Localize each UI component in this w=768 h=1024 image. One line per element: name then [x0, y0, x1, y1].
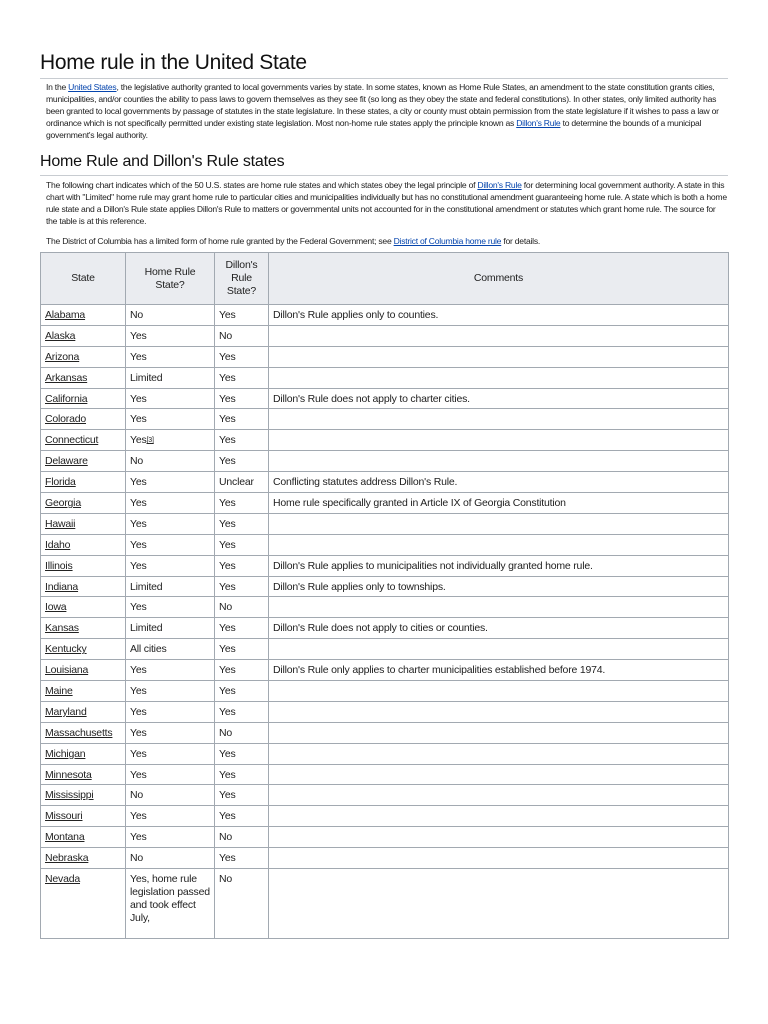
table-row	[41, 701, 729, 722]
state-link[interactable]: Idaho	[45, 538, 71, 551]
dillons-rule-cell: Yes	[215, 618, 269, 639]
table-row	[41, 513, 729, 534]
dc-text-2: for details.	[501, 236, 541, 246]
home-rule-value: Yes	[130, 726, 147, 739]
table-row	[41, 743, 729, 764]
state-link[interactable]: Nebraska	[45, 852, 89, 865]
state-link[interactable]: Mississippi	[45, 789, 94, 802]
table-row	[41, 430, 729, 451]
comment-cell	[269, 451, 729, 472]
dillons-rule-cell: Yes	[215, 451, 269, 472]
dillons-rule-cell: Yes	[215, 681, 269, 702]
state-cell	[41, 848, 126, 869]
state-cell	[41, 388, 126, 409]
dillons-rule-cell: Unclear	[215, 472, 269, 493]
state-cell	[41, 305, 126, 326]
header-home-rule[interactable]: Home Rule State?	[126, 253, 215, 305]
home-rule-value: Yes	[130, 497, 147, 510]
home-rule-value: Yes	[130, 831, 147, 844]
home-rule-cell	[126, 743, 215, 764]
home-rule-value: Yes	[130, 685, 147, 698]
comment-cell	[269, 848, 729, 869]
home-rule-cell	[126, 388, 215, 409]
table-row	[41, 660, 729, 681]
comment-cell	[269, 806, 729, 827]
home-rule-value: No	[130, 455, 144, 468]
comment-cell	[269, 869, 729, 939]
table-row	[41, 764, 729, 785]
table-row	[41, 618, 729, 639]
state-cell	[41, 367, 126, 388]
home-rule-value: Limited	[130, 622, 163, 635]
dillons-rule-link-2[interactable]: Dillon's Rule	[477, 180, 522, 190]
table-body	[41, 305, 729, 939]
comment-cell	[269, 701, 729, 722]
state-cell	[41, 534, 126, 555]
home-rule-table	[40, 252, 729, 939]
table-row	[41, 722, 729, 743]
home-rule-cell	[126, 660, 215, 681]
state-cell	[41, 660, 126, 681]
intro-text-1: In the	[46, 82, 69, 92]
table-row	[41, 681, 729, 702]
table-row	[41, 409, 729, 430]
state-cell	[41, 409, 126, 430]
home-rule-cell	[126, 848, 215, 869]
table-row	[41, 848, 729, 869]
state-link[interactable]: Missouri	[45, 810, 83, 823]
dc-home-rule-link[interactable]: District of Columbia home rule	[393, 236, 502, 246]
state-link[interactable]: Alaska	[45, 329, 76, 342]
dillons-rule-cell: Yes	[215, 305, 269, 326]
home-rule-value: Yes	[130, 664, 147, 677]
state-link[interactable]: Illinois	[45, 559, 73, 572]
intro-text-3: to determine the bounds of a municipal government's legal authority.	[46, 117, 702, 140]
dillons-rule-cell: No	[215, 597, 269, 618]
dc-text-1: The District of Columbia has a limited form of home rule granted by the Federal Government; see	[46, 236, 394, 246]
home-rule-value: No	[130, 309, 144, 321]
table-row	[41, 451, 729, 472]
home-rule-cell	[126, 681, 215, 702]
home-rule-cell	[126, 513, 215, 534]
state-cell	[41, 430, 126, 451]
home-rule-cell	[126, 472, 215, 493]
state-link[interactable]: Florida	[45, 476, 76, 489]
home-rule-cell	[126, 869, 215, 939]
comment-cell	[269, 785, 729, 806]
chart-paragraph	[46, 180, 728, 228]
table-row	[41, 555, 729, 576]
table-row	[41, 493, 729, 514]
state-link[interactable]: Arkansas	[45, 371, 88, 384]
table-row	[41, 597, 729, 618]
state-cell	[41, 555, 126, 576]
state-cell	[41, 618, 126, 639]
table-row	[41, 785, 729, 806]
page-title: Home rule in the United State	[40, 51, 307, 74]
home-rule-cell	[126, 722, 215, 743]
state-link[interactable]: Kansas	[45, 622, 79, 635]
dillons-rule-cell: No	[215, 722, 269, 743]
citation-link[interactable]: [3]	[146, 437, 154, 445]
state-cell	[41, 493, 126, 514]
home-rule-value: Yes	[130, 350, 147, 363]
comment-cell	[269, 764, 729, 785]
home-rule-value: Yes	[130, 538, 147, 551]
table-row	[41, 869, 729, 939]
state-link[interactable]: Arizona	[45, 350, 80, 363]
home-rule-value: Yes	[130, 413, 147, 426]
dillons-rule-cell: Yes	[215, 701, 269, 722]
comment-cell	[269, 681, 729, 702]
dillons-rule-cell: Yes	[215, 639, 269, 660]
home-rule-cell	[126, 576, 215, 597]
state-link[interactable]: Connecticut	[45, 434, 99, 447]
header-dillons-rule[interactable]: Dillon's Rule State?	[215, 253, 269, 305]
dillons-rule-cell: Yes	[215, 806, 269, 827]
dillons-rule-cell: No	[215, 869, 269, 939]
home-rule-value: All cities	[130, 643, 167, 656]
comment-cell: Dillon's Rule applies only to counties.	[269, 305, 729, 326]
state-cell	[41, 472, 126, 493]
state-cell	[41, 639, 126, 660]
state-link[interactable]: Nevada	[45, 873, 80, 886]
table-row	[41, 576, 729, 597]
home-rule-value: Limited	[130, 580, 163, 593]
home-rule-cell	[126, 555, 215, 576]
home-rule-cell	[126, 493, 215, 514]
home-rule-cell	[126, 451, 215, 472]
comment-cell	[269, 722, 729, 743]
home-rule-value: No	[130, 789, 144, 802]
home-rule-value: Yes	[130, 601, 147, 614]
home-rule-value: Yes	[130, 329, 147, 342]
home-rule-value: Yes	[130, 810, 147, 823]
comment-cell	[269, 430, 729, 451]
home-rule-value: Limited	[130, 371, 163, 384]
comment-cell: Dillon's Rule does not apply to cities or counties.	[269, 618, 729, 639]
state-cell	[41, 827, 126, 848]
dillons-rule-cell: Yes	[215, 743, 269, 764]
dillons-rule-cell: No	[215, 827, 269, 848]
comment-cell: Home rule specifically granted in Article IX of Georgia Constitution	[269, 493, 729, 514]
dillons-rule-cell: Yes	[215, 409, 269, 430]
dc-paragraph	[46, 236, 728, 248]
home-rule-value: Yes	[130, 705, 147, 718]
home-rule-value: Yes	[130, 392, 147, 405]
state-link[interactable]: Minnesota	[45, 768, 92, 781]
dillons-rule-cell: Yes	[215, 493, 269, 514]
dillons-rule-cell: Yes	[215, 555, 269, 576]
dillons-rule-cell: Yes	[215, 430, 269, 451]
home-rule-cell	[126, 764, 215, 785]
comment-cell	[269, 325, 729, 346]
home-rule-cell	[126, 827, 215, 848]
dillons-rule-cell: Yes	[215, 534, 269, 555]
comment-cell	[269, 346, 729, 367]
header-comments[interactable]: Comments	[269, 253, 729, 305]
home-rule-value: No	[130, 852, 144, 865]
comment-cell: Dillon's Rule applies to municipalities not individually granted home rule.	[269, 555, 729, 576]
state-cell	[41, 764, 126, 785]
section-divider	[40, 175, 728, 176]
table-row	[41, 305, 729, 326]
state-link[interactable]: Hawaii	[45, 517, 76, 530]
home-rule-cell	[126, 639, 215, 660]
comment-cell: Dillon's Rule applies only to townships.	[269, 576, 729, 597]
comment-cell: Dillon's Rule only applies to charter municipalities established before 1974.	[269, 660, 729, 681]
dillons-rule-cell: Yes	[215, 388, 269, 409]
comment-cell	[269, 367, 729, 388]
state-link[interactable]: Montana	[45, 831, 85, 844]
comment-cell	[269, 534, 729, 555]
dillons-rule-cell: Yes	[215, 576, 269, 597]
state-link[interactable]: Kentucky	[45, 643, 87, 656]
header-state[interactable]: State	[41, 253, 126, 305]
section-heading: Home Rule and Dillon's Rule states	[40, 153, 285, 170]
state-cell	[41, 743, 126, 764]
home-rule-value: Yes	[130, 434, 147, 447]
home-rule-cell	[126, 305, 215, 326]
home-rule-value: Yes	[130, 768, 147, 781]
comment-cell: Dillon's Rule does not apply to charter cities.	[269, 388, 729, 409]
table-row	[41, 806, 729, 827]
state-cell	[41, 785, 126, 806]
dillons-rule-link[interactable]: Dillon's Rule	[516, 117, 561, 128]
intro-paragraph	[46, 82, 728, 142]
home-rule-cell	[126, 785, 215, 806]
chart-text-2: for determining local government authority. A state in this chart with "Limited" home rule may grant home rule to particular cities and municipalities individually but has no constitutional amendment guaranteeing home rule. A state which is both a home rule state and a Dillon's Rule state applies Dillon's Rule to matters or governmental units not accounted for in the constitutional amendment or statutes which grant home rule. The source for the table is at this reference.	[46, 180, 727, 226]
intro-text-2: , the legislative authority granted to local governments varies by state. In some states, known as Home Rule States, an amendment to the state constitution grants cities, municipalities, and/or counties the ability to pass laws to govern themselves as they see fit (so long as they obey the state and federal constitutions). In other states, only limited authority has been granted to local governments by passage of statutes in the state legislature. In these states, a city or county must obtain permission from the state legislature if it wishes to pass a law or ordinance which is not specifically permitted under existing state legislation. Most non-home rule states apply the principle known as	[46, 82, 719, 128]
home-rule-cell	[126, 325, 215, 346]
home-rule-value: Yes	[130, 517, 147, 530]
state-cell	[41, 513, 126, 534]
dillons-rule-cell: Yes	[215, 513, 269, 534]
state-cell	[41, 325, 126, 346]
state-link[interactable]: Iowa	[45, 601, 67, 614]
title-divider	[40, 78, 728, 79]
home-rule-cell	[126, 346, 215, 367]
dillons-rule-cell: Yes	[215, 848, 269, 869]
table-header-row	[41, 253, 729, 305]
state-link[interactable]: Georgia	[45, 497, 81, 510]
state-link[interactable]: Maine	[45, 685, 73, 698]
state-cell	[41, 346, 126, 367]
state-link[interactable]: Alabama	[45, 309, 86, 321]
united-states-link[interactable]: United States	[68, 82, 117, 92]
state-link[interactable]: Maryland	[45, 705, 87, 718]
comment-cell	[269, 827, 729, 848]
dillons-rule-cell: Yes	[215, 346, 269, 367]
dillons-rule-cell: Yes	[215, 785, 269, 806]
comment-cell	[269, 513, 729, 534]
table-row	[41, 367, 729, 388]
home-rule-cell	[126, 701, 215, 722]
home-rule-cell	[126, 534, 215, 555]
state-link[interactable]: Colorado	[45, 413, 87, 426]
state-link[interactable]: Massachusetts	[45, 726, 113, 739]
table-row	[41, 325, 729, 346]
comment-cell	[269, 639, 729, 660]
state-cell	[41, 597, 126, 618]
home-rule-cell	[126, 618, 215, 639]
dillons-rule-cell: Yes	[215, 367, 269, 388]
state-cell	[41, 451, 126, 472]
citation-ref	[147, 437, 154, 444]
comment-cell	[269, 743, 729, 764]
table-row	[41, 388, 729, 409]
home-rule-value: Yes, home rule legislation passed and took effect July,	[130, 873, 210, 925]
dillons-rule-cell: Yes	[215, 764, 269, 785]
state-cell	[41, 681, 126, 702]
state-cell	[41, 722, 126, 743]
dillons-rule-cell: No	[215, 325, 269, 346]
home-rule-cell	[126, 597, 215, 618]
home-rule-value: Yes	[130, 747, 147, 760]
table-row	[41, 346, 729, 367]
state-link[interactable]: Michigan	[45, 747, 86, 760]
state-link[interactable]: Indiana	[45, 580, 79, 593]
state-link[interactable]: California	[45, 392, 88, 405]
state-cell	[41, 869, 126, 939]
comment-cell	[269, 597, 729, 618]
home-rule-value: Yes	[130, 476, 147, 489]
dillons-rule-cell: Yes	[215, 660, 269, 681]
home-rule-cell	[126, 409, 215, 430]
chart-text-1: The following chart indicates which of the 50 U.S. states are home rule states and which states obey the legal principle of	[46, 180, 478, 190]
state-cell	[41, 576, 126, 597]
table-row	[41, 534, 729, 555]
state-link[interactable]: Louisiana	[45, 664, 89, 677]
state-cell	[41, 806, 126, 827]
state-link[interactable]: Delaware	[45, 455, 88, 468]
home-rule-value: Yes	[130, 559, 147, 572]
home-rule-cell	[126, 367, 215, 388]
home-rule-cell	[126, 806, 215, 827]
table-row	[41, 639, 729, 660]
comment-cell	[269, 409, 729, 430]
home-rule-cell	[126, 430, 215, 451]
table-row	[41, 827, 729, 848]
table-row	[41, 472, 729, 493]
comment-cell: Conflicting statutes address Dillon's Rule.	[269, 472, 729, 493]
state-cell	[41, 701, 126, 722]
